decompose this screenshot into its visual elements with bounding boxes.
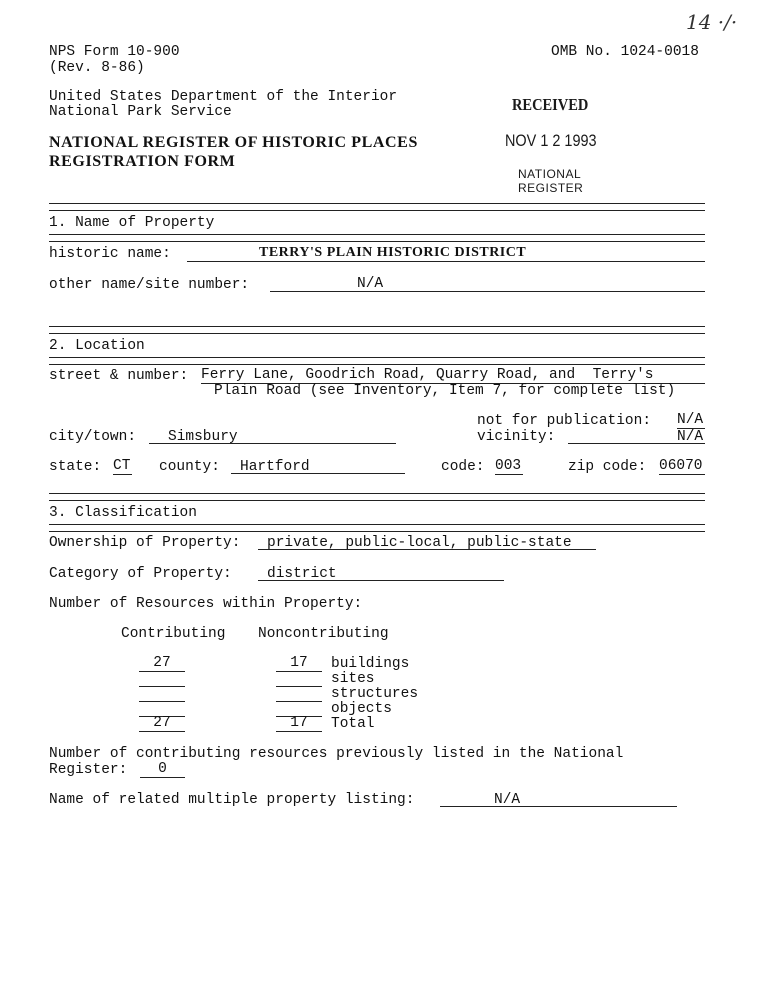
resource-label-structures: structures — [331, 686, 419, 702]
received-stamp-line4: REGISTER — [518, 181, 584, 195]
noncontributing-total[interactable]: 17 — [276, 716, 322, 732]
contributing-sites[interactable] — [139, 671, 185, 687]
ownership-label: Ownership of Property: — [49, 535, 241, 551]
form-subtitle: REGISTRATION FORM — [49, 153, 236, 170]
city-value: Simsbury — [168, 429, 238, 445]
not-for-publication-value[interactable]: N/A — [677, 412, 704, 428]
noncontributing-buildings[interactable]: 17 — [276, 656, 322, 672]
section-3-heading: 3. Classification — [49, 505, 197, 521]
historic-name-value: TERRY'S PLAIN HISTORIC DISTRICT — [259, 245, 527, 260]
received-stamp-line3: NATIONAL — [518, 167, 582, 181]
resources-label: Number of Resources within Property: — [49, 596, 363, 612]
service-name: National Park Service — [49, 104, 232, 120]
resource-label-total: Total — [331, 716, 375, 732]
not-for-publication-label: not for publication: — [477, 413, 652, 429]
previously-listed-label-cont: Register: — [49, 762, 128, 778]
street-value-line2: Plain Road (see Inventory, Item 7, for complete list) — [214, 383, 676, 399]
street-label: street & number: — [49, 368, 189, 384]
omb-number: OMB No. 1024-0018 — [551, 44, 699, 60]
section-divider — [49, 234, 705, 242]
resource-label-sites: sites — [331, 671, 375, 687]
resource-label-buildings: buildings — [331, 656, 410, 672]
noncontributing-structures[interactable] — [276, 686, 322, 702]
received-stamp: RECEIVED — [512, 95, 589, 114]
section-divider — [49, 357, 705, 365]
section-divider — [49, 203, 705, 211]
section-2-heading: 2. Location — [49, 338, 145, 354]
section-1-heading: 1. Name of Property — [49, 215, 215, 231]
section-divider — [49, 493, 705, 501]
noncontributing-sites[interactable] — [276, 671, 322, 687]
historic-name-field[interactable] — [187, 261, 705, 262]
contributing-structures[interactable] — [139, 686, 185, 702]
multiple-listing-value: N/A — [494, 792, 521, 808]
state-value[interactable]: CT — [113, 458, 131, 474]
form-number: NPS Form 10-900 — [49, 44, 180, 60]
department-name: United States Department of the Interior — [49, 89, 398, 105]
contributing-buildings[interactable]: 27 — [139, 656, 185, 672]
city-label: city/town: — [49, 429, 137, 445]
county-label: county: — [159, 459, 220, 475]
multiple-listing-field[interactable] — [440, 806, 677, 807]
form-title: NATIONAL REGISTER OF HISTORIC PLACES — [49, 134, 418, 151]
code-label: code: — [441, 459, 485, 475]
form-revision: (Rev. 8-86) — [49, 60, 145, 76]
resource-label-objects: objects — [331, 701, 392, 717]
zip-label: zip code: — [568, 459, 647, 475]
previously-listed-label: Number of contributing resources previously listed in the National — [49, 746, 624, 762]
street-value-line1[interactable]: Ferry Lane, Goodrich Road, Quarry Road, and Terry's — [201, 368, 705, 384]
section-divider — [49, 326, 705, 334]
contributing-total[interactable]: 27 — [139, 716, 185, 732]
previously-listed-value[interactable]: 0 — [140, 762, 185, 778]
historic-name-label: historic name: — [49, 246, 171, 262]
other-name-value: N/A — [357, 276, 384, 292]
multiple-listing-label: Name of related multiple property listing: — [49, 792, 415, 808]
vicinity-label: vicinity: — [477, 429, 556, 445]
received-stamp-date: NOV 1 2 1993 — [505, 131, 597, 150]
section-divider — [49, 524, 705, 532]
other-name-field[interactable] — [270, 291, 705, 292]
state-label: state: — [49, 459, 102, 475]
code-value[interactable]: 003 — [495, 458, 522, 474]
vicinity-value: N/A — [677, 429, 704, 445]
noncontributing-header: Noncontributing — [258, 626, 389, 642]
ownership-value: private, public-local, public-state — [267, 535, 572, 551]
county-value: Hartford — [240, 459, 310, 475]
category-value: district — [267, 566, 337, 582]
category-label: Category of Property: — [49, 566, 232, 582]
other-name-label: other name/site number: — [49, 277, 250, 293]
contributing-header: Contributing — [121, 626, 226, 642]
handwritten-mark: 14 ·/· — [686, 10, 738, 34]
zip-value[interactable]: 06070 — [659, 459, 705, 475]
